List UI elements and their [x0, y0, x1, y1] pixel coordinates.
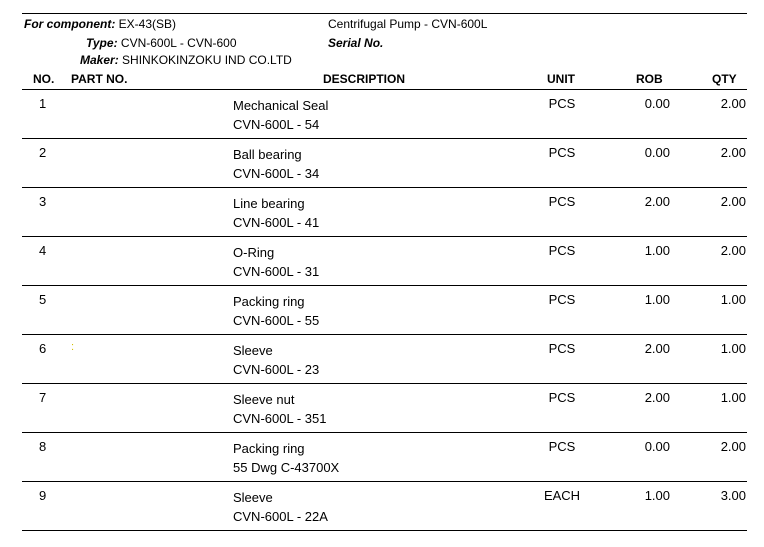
row-desc-ref: CVN-600L - 41	[233, 215, 320, 230]
row-rob: 2.00	[644, 341, 670, 356]
row-desc-name: Sleeve nut	[233, 392, 295, 407]
row-desc-ref: CVN-600L - 54	[233, 117, 320, 132]
row-part-no: :	[71, 341, 75, 353]
row-rob: 1.00	[644, 243, 670, 258]
row-qty: 2.00	[720, 439, 746, 454]
row-unit: PCS	[548, 145, 576, 160]
table-row	[0, 286, 764, 335]
row-description	[233, 292, 319, 330]
row-description	[233, 390, 326, 428]
row-no: 8	[39, 439, 47, 454]
row-no: 7	[39, 390, 47, 405]
row-description	[233, 341, 319, 379]
row-no: 3	[39, 194, 47, 209]
row-description	[233, 96, 328, 134]
row-desc-ref: 55 Dwg C-43700X	[233, 460, 340, 475]
maker-value: SHINKOKINZOKU IND CO.LTD	[122, 53, 292, 67]
col-qty: QTY	[712, 72, 737, 86]
component-value: EX-43(SB)	[118, 17, 177, 31]
serial-label: Serial No.	[328, 36, 384, 50]
row-description	[233, 145, 319, 183]
row-desc-ref: CVN-600L - 34	[233, 166, 320, 181]
col-unit: UNIT	[547, 72, 575, 86]
component-line	[24, 17, 176, 31]
row-unit: PCS	[548, 292, 576, 307]
row-qty: 1.00	[720, 390, 746, 405]
row-desc-ref: CVN-600L - 351	[233, 411, 327, 426]
row-unit: PCS	[548, 341, 576, 356]
row-rob: 2.00	[644, 390, 670, 405]
table-row	[0, 384, 764, 433]
type-label: Type:	[86, 36, 118, 50]
row-desc-name: O-Ring	[233, 245, 275, 260]
row-rob: 0.00	[644, 439, 670, 454]
top-rule	[22, 13, 747, 14]
row-desc-name: Line bearing	[233, 196, 305, 211]
row-description	[233, 194, 319, 232]
row-desc-name: Packing ring	[233, 294, 305, 309]
table-row	[0, 237, 764, 286]
row-description	[233, 243, 319, 281]
row-unit: PCS	[548, 439, 576, 454]
row-desc-ref: CVN-600L - 31	[233, 264, 320, 279]
row-description	[233, 488, 328, 526]
row-desc-name: Sleeve	[233, 490, 273, 505]
maker-line	[80, 53, 292, 67]
row-no: 4	[39, 243, 47, 258]
row-no: 1	[39, 96, 47, 111]
component-name: Centrifugal Pump - CVN-600L	[328, 17, 488, 31]
row-no: 9	[39, 488, 47, 503]
serial-line	[328, 36, 383, 50]
col-part-no: PART NO.	[71, 72, 128, 86]
row-qty: 3.00	[720, 488, 746, 503]
row-desc-ref: CVN-600L - 55	[233, 313, 320, 328]
col-no: NO.	[33, 72, 55, 86]
row-rob: 2.00	[644, 194, 670, 209]
row-rob: 0.00	[644, 96, 670, 111]
row-no: 2	[39, 145, 47, 160]
row-qty: 2.00	[720, 194, 746, 209]
table-row	[0, 482, 764, 531]
row-no: 6	[39, 341, 47, 356]
row-unit: PCS	[548, 243, 576, 258]
component-label: For component:	[24, 17, 116, 31]
row-qty: 2.00	[720, 96, 746, 111]
table-row	[0, 335, 764, 384]
table-row	[0, 433, 764, 482]
row-unit: PCS	[548, 390, 576, 405]
row-qty: 2.00	[720, 145, 746, 160]
row-desc-name: Sleeve	[233, 343, 273, 358]
row-desc-ref: CVN-600L - 23	[233, 362, 320, 377]
row-desc-name: Packing ring	[233, 441, 305, 456]
table-row	[0, 90, 764, 139]
row-no: 5	[39, 292, 47, 307]
table-row	[0, 139, 764, 188]
row-desc-ref: CVN-600L - 22A	[233, 509, 328, 524]
col-rob: ROB	[636, 72, 663, 86]
row-rob: 0.00	[644, 145, 670, 160]
row-description	[233, 439, 339, 477]
row-rule	[22, 530, 747, 531]
table-row	[0, 188, 764, 237]
col-description: DESCRIPTION	[323, 72, 406, 86]
row-rob: 1.00	[644, 488, 670, 503]
row-rob: 1.00	[644, 292, 670, 307]
row-qty: 2.00	[720, 243, 746, 258]
row-unit: PCS	[548, 96, 576, 111]
row-qty: 1.00	[720, 341, 746, 356]
row-unit: EACH	[543, 488, 581, 503]
row-desc-name: Ball bearing	[233, 147, 302, 162]
row-qty: 1.00	[720, 292, 746, 307]
row-unit: PCS	[548, 194, 576, 209]
type-line	[86, 36, 237, 50]
row-desc-name: Mechanical Seal	[233, 98, 329, 113]
maker-label: Maker:	[80, 53, 119, 67]
type-value: CVN-600L - CVN-600	[120, 36, 237, 50]
